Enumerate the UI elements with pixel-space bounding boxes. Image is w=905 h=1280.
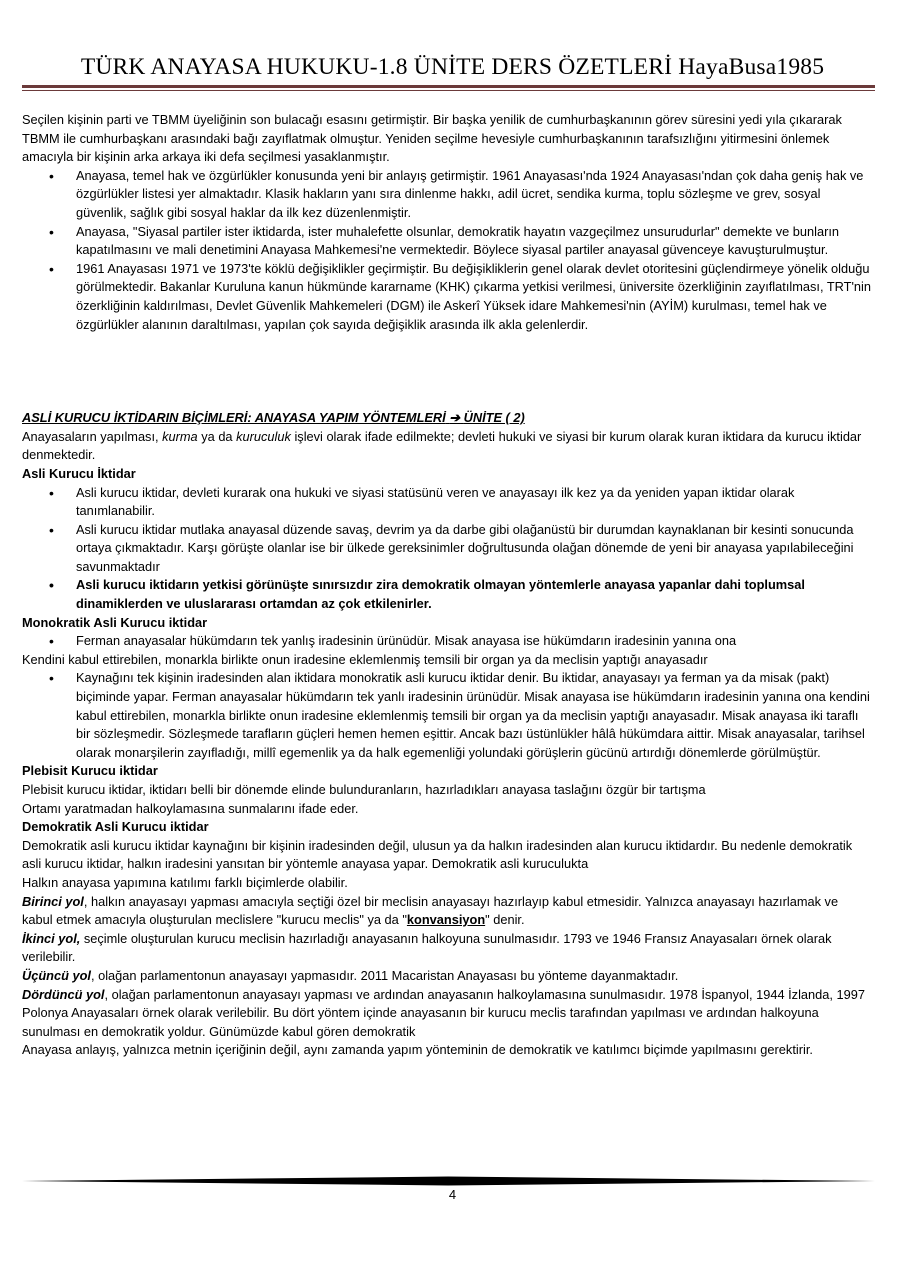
page-body bbox=[22, 111, 872, 1060]
birinci-yol-paragraph bbox=[22, 893, 872, 930]
section-unit-label: ÜNİTE ( 2) bbox=[463, 410, 525, 426]
subheading-plebisit: Plebisit Kurucu iktidar bbox=[22, 763, 158, 779]
text-run: ya da bbox=[197, 428, 237, 444]
bullet-item: • Ferman anayasalar hükümdarın tek yanlış iradesinin ürünüdür. Misak anayasa ise hükümdarın iradesinin yanına ona bbox=[22, 632, 872, 651]
text-run: , olağan parlamentonun anayasayı yapması ve ardından anayasanın halkoylamasına sunulmasıdır. 1978 İspanyol, 1944 İzlanda, 1997 Polonya Anayasaları örnek olarak verilebilir. Bu dört yöntem içinde anayasanın bir kurucu meclis tarafından yapılması ve ardından halkoyuna sunulması en demokratik yoldur. Günümüzde kabul gören demokratik bbox=[22, 986, 865, 1039]
text-run: " denir. bbox=[485, 912, 525, 928]
section-title bbox=[22, 409, 872, 428]
final-paragraph: Anayasa anlayış, yalnızca metnin içeriğinin değil, aynı zamanda yapım yönteminin de demokratik ve katılımcı biçimde yapılmasını gerektirir. bbox=[22, 1042, 813, 1058]
subheading-monokratik: Monokratik Asli Kurucu iktidar bbox=[22, 614, 208, 630]
label-bold-italic: Üçüncü yol bbox=[22, 967, 91, 983]
continuation-line: Kendini kabul ettirebilen, monarkla birlikte onun iradesine eklemlenmiş temsili bir organ ya da meclisin yaptığı anayasadır bbox=[22, 651, 708, 667]
section-title-text: ASLİ KURUCU İKTİDARIN BİÇİMLERİ: ANAYASA YAPIM YÖNTEMLERİ bbox=[22, 410, 446, 426]
subheading-demokratik: Demokratik Asli Kurucu iktidar bbox=[22, 819, 209, 835]
plebisit-line-1: Plebisit kurucu iktidar, iktidarı belli bir dönemde elinde bulunduranların, hazırladıkları anayasa taslağını özgür bir tartışma bbox=[22, 782, 706, 797]
bullet-item: • Anayasa, "Siyasal partiler ister iktidarda, ister muhalefette olsunlar, demokratik hayatın vazgeçilmez unsurudurlar" demekte ve bunların kapatılmasını ve mali denetimini Anayasa Mahkemesi'ne vermektedir. Böylece siyasal partiler anayasal güvenceye kavuşturulmuştur. bbox=[22, 223, 872, 260]
text-run: işlevi olarak ifade edilmekte; devleti hukuki ve siyasi bir kurum olarak kuran iktidara da kurucu iktidar denmektedir. bbox=[22, 428, 862, 463]
demokratik-paragraph: Demokratik asli kurucu iktidar kaynağını bir kişinin iradesinden değil, ulusun ya da halkın iradesinden alan kurucu iktidardır. Bu nedenle demokratik asli kurucu iktidar, halkın iradesini yansıtan bir yöntemle anayasa yapar. Demokratik asli kuruculukta bbox=[22, 837, 853, 872]
demokratik-paragraph-2: Halkın anayasa yapımına katılımı farklı biçimlerde olabilir. bbox=[22, 874, 348, 890]
label-bold-italic: Birinci yol bbox=[22, 893, 84, 909]
header-title: TÜRK ANAYASA HUKUKU-1.8 ÜNİTE DERS ÖZETLERİ HayaBusa1985 bbox=[80, 54, 825, 80]
section-intro bbox=[22, 428, 872, 465]
ikinci-yol-paragraph bbox=[22, 930, 872, 967]
bullet-item: • Kaynağını tek kişinin iradesinden alan iktidara monokratik asli kurucu iktidar denir. Bu iktidar, anayasayı ya ferman ya da misak (pakt) biçiminde yapar. Ferman anayasalar hükümdarın tek yanlı iradesinin ürünüdür. Misak anayasa ise hükümdarın iradesinin yanına ona kendini kabul ettirebilen, monarkla birlikte onun iradesine eklemlenmiş temsili bir organ ya da meclisin yaptığı anayasadır. Misak anayasa iki taraflı bir sözleşmedir. Sözleşmede tarafların güçleri hemen hemen eşittir. Ancak bazı üstünlükler hâlâ hükümdara aittir. Misak anayasalar, tarihsel olarak monarşilerin zayıfladığı, millî egemenlik ya da halk egemenliği yolundaki görüşlerin gücünü artırdığı dönemlerde görülmüştür. bbox=[22, 669, 872, 762]
subheading-asli: Asli Kurucu İktidar bbox=[22, 465, 136, 481]
bullet-item-bold: • Asli kurucu iktidarın yetkisi görünüşte sınırsızdır zira demokratik olmayan yöntemlerle anayasa yapanlar dahi toplumsal dinamiklerden ve uluslararası ortamdan az çok etkilenirler. bbox=[22, 576, 872, 613]
term-underlined: konvansiyon bbox=[406, 912, 486, 928]
ucuncu-yol-paragraph bbox=[22, 967, 872, 986]
text-run: , halkın anayasayı yapması amacıyla seçtiği özel bir meclisin anayasayı hazırlayıp kabul etmesidir. Yalnızca anayasayı hazırlamak ve kabul etmek amacıyla oluşturulan meclislere "kurucu meclis" ya da " bbox=[22, 893, 839, 928]
text-run-italic: kurma bbox=[162, 428, 198, 444]
bullet-item: • 1961 Anayasası 1971 ve 1973'te köklü değişiklikler geçirmiştir. Bu değişikliklerin genel olarak devlet otoritesini güçlendirmeye yönelik olduğu görülmektedir. Bakanlar Kuruluna kanun hükmünde kararname (KHK) çıkarma yetkisi verilmesi, üniversite özerkliğinin zayıflatılması, TRT'nin özerkliğinin kaldırılması, Devlet Güvenlik Mahkemeleri (DGM) ile Askerî Yüksek idare Mahkemesi'nin (AYİM) kurulması, temel hak ve özgürlükler alanının daraltılması, yapılan çok sayıda değişiklik arasında ilk akla gelenlerdir. bbox=[22, 260, 872, 334]
bullet-item: • Asli kurucu iktidar, devleti kurarak ona hukuki ve siyasi statüsünü veren ve anayasayı ilk kez ya da yeniden yapan iktidar olarak tanımlanabilir. bbox=[22, 484, 872, 521]
spacer bbox=[22, 334, 872, 409]
bullet-item: • Anayasa, temel hak ve özgürlükler konusunda yeni bir anlayış getirmiştir. 1961 Anayasası'nda 1924 Anayasası'ndan çok daha geniş hak ve özgürlükler listesi yer almaktadır. Klasik hakların yanı sıra dinlenme hakkı, adil ücret, sendika kurma, toplu sözleşme ve grev, sosyal güvenlik, sağlık gibi sosyal haklar da ilk kez düzenlenmiştir. bbox=[22, 167, 872, 223]
arrow-right-icon: ➔ bbox=[449, 410, 461, 426]
text-run: seçimle oluşturulan kurucu meclisin hazırladığı anayasanın halkoyuna sunulmasıdır. 1793 ve 1946 Fransız Anayasaları örnek olarak verilebilir. bbox=[22, 930, 832, 965]
page-number: 4 bbox=[448, 1187, 457, 1202]
text-run-italic: kuruculuk bbox=[236, 428, 291, 444]
text-run: , olağan parlamentonun anayasayı yapmasıdır. 2011 Macaristan Anayasası bu yönteme dayanmaktadır. bbox=[90, 967, 679, 983]
label-bold-italic: Dördüncü yol bbox=[22, 986, 105, 1002]
header-rule-thin bbox=[22, 90, 875, 91]
text-run: Anayasaların yapılması, bbox=[22, 428, 163, 444]
dorduncu-yol-paragraph bbox=[22, 986, 872, 1042]
label-bold-italic: İkinci yol, bbox=[22, 930, 81, 946]
bullet-item: • Asli kurucu iktidar mutlaka anayasal düzende savaş, devrim ya da darbe gibi olağanüstü bir durumdan kaynaklanan bir kesinti sonucunda ortaya çıkmaktadır. Karşı görüşte olanlar ise bir ülkede gereksinimler doğrultusunda olağan dönemde de yeni bir anayasa yapılabileceğini savunmaktadır bbox=[22, 521, 872, 577]
footer-rule bbox=[22, 1176, 875, 1186]
header-rule bbox=[22, 85, 875, 88]
plebisit-line-2: Ortamı yaratmadan halkoylamasına sunmalarını ifade eder. bbox=[22, 800, 359, 816]
intro-paragraph: Seçilen kişinin parti ve TBMM üyeliğinin son bulacağı esasını getirmiştir. Bir başka yenilik de cumhurbaşkanının görev süresini yedi yıla çıkararak TBMM ile cumhurbaşkanı arasındaki bağı zayıflatmak olmuştur. Yeniden seçilme hevesiyle cumhurbaşkanının tarafsızlığını yitirmesini önlemek amacıyla bir kişinin arka arkaya iki defa seçilmesi yasaklanmıştır. bbox=[22, 112, 842, 165]
